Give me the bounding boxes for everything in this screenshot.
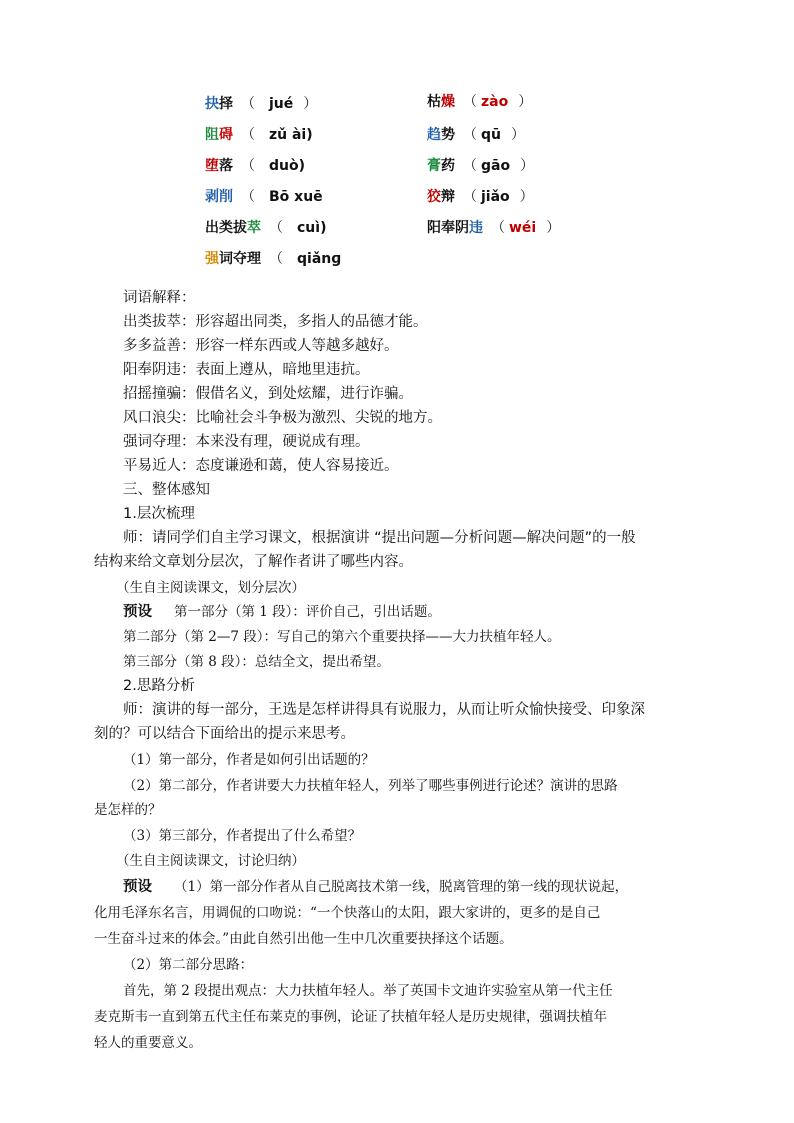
vocab-item-right-2: [427, 124, 525, 146]
pinyin: Bō xuē: [269, 189, 323, 205]
pinyin: qiǎnɡ: [297, 251, 342, 267]
text-line: 师：请同学们自主学习课文，根据演讲 “提出问题—分析问题—解决问题”的一般: [123, 530, 636, 546]
text-line: 化用毛泽东名言，用调侃的口吻说：“一个快落山的太阳，跟大家讲的，更多的是自己: [94, 905, 601, 921]
pinyin: gāo: [481, 158, 511, 174]
open-paren: （: [241, 127, 255, 143]
vocab-word-part: 趋: [427, 127, 441, 143]
text-line: 第二部分（第 2—7 段）：写自己的第六个重要抉择——大力扶植年轻人。: [123, 629, 561, 645]
vocab-word-part: 出类拔: [205, 220, 247, 236]
text-line: 刻的？可以结合下面给出的提示来思考。: [94, 726, 355, 742]
text-line: 一生奋斗过来的体会。”由此自然引出他一生中几次重要抉择这个话题。: [94, 931, 513, 947]
text-line: （2）第二部分思路：: [123, 957, 254, 973]
vocab-word-part: 萃: [247, 220, 261, 236]
pinyin: jué: [269, 96, 294, 112]
vocab-word-part: 落: [219, 158, 233, 174]
vocab-item-right-5: [427, 217, 560, 239]
text-line: （1）第一部分作者从自己脱离技术第一线，脱离管理的第一线的现状说起，: [174, 879, 629, 895]
vocab-word-part: 阳奉阴: [427, 220, 469, 236]
open-paren: （: [463, 158, 477, 174]
vocab-item-left-5: [205, 217, 326, 239]
vocab-word-part: 阻: [205, 127, 219, 143]
vocab-word-part: 词夺理: [219, 251, 261, 267]
vocab-item-left-4: [205, 186, 323, 208]
text-line: 师：演讲的每一部分，王选是怎样讲得具有说服力，从而让听众愉快接受、印象深: [123, 702, 645, 718]
pinyin: zǔ ài): [269, 127, 313, 143]
text-line: 招摇撞骗：假借名义，到处炫耀，进行诈骗。: [123, 386, 413, 402]
text-line: 麦克斯韦一直到第五代主任布莱克的事例，论证了扶植年轻人是历史规律，强调扶植年: [94, 1009, 607, 1025]
vocab-item-left-6: [205, 248, 341, 270]
text-line: （2）第二部分，作者讲要大力扶植年轻人，列举了哪些事例进行论述？演讲的思路: [123, 778, 618, 794]
close-paren: ）: [511, 127, 525, 143]
vocab-word-part: 剥: [205, 189, 219, 205]
close-paren: ）: [303, 96, 318, 112]
vocab-item-left-1: [205, 93, 317, 115]
close-paren: ）: [519, 189, 534, 205]
pinyin: cuì): [297, 220, 327, 236]
close-paren: ）: [518, 94, 533, 110]
vocab-word-part: 堕: [205, 158, 219, 174]
text-line: （1）第一部分，作者是如何引出话题的？: [123, 752, 375, 768]
open-paren: （: [463, 127, 477, 143]
vocab-item-right-3: [427, 155, 534, 177]
pinyin: qū: [481, 127, 501, 143]
text-line: （生自主阅读课文，讨论归纳）: [116, 853, 305, 869]
open-paren: （: [491, 220, 505, 236]
text-line: 阳奉阴违：表面上遵从，暗地里违抗。: [123, 362, 370, 378]
vocab-word-part: 强: [205, 251, 219, 267]
vocab-word-part: 药: [441, 158, 455, 174]
text-line: 词语解释：: [123, 290, 196, 306]
pinyin: wéi: [509, 220, 537, 236]
text-line: 出类拔萃：形容超出同类，多指人的品德才能。: [123, 314, 428, 330]
vocab-word-part: 抉: [205, 96, 219, 112]
text-line: 2.思路分析: [123, 678, 195, 694]
open-paren: （: [463, 189, 477, 205]
vocab-word-part: 枯: [427, 94, 441, 110]
vocab-item-right-1: [427, 91, 532, 113]
text-line: 风口浪尖：比喻社会斗争极为激烈、尖锐的地方。: [123, 410, 442, 426]
open-paren: （: [269, 220, 283, 236]
open-paren: （: [269, 251, 283, 267]
vocab-word-part: 狡: [427, 189, 441, 205]
open-paren: （: [241, 189, 255, 205]
vocab-word-part: 势: [441, 127, 455, 143]
open-paren: （: [241, 96, 255, 112]
text-line: 结构来给文章划分层次，了解作者讲了哪些内容。: [94, 554, 413, 570]
text-line: 平易近人：态度谦逊和蔼，使人容易接近。: [123, 458, 399, 474]
text-line: 第一部分（第 1 段）：评价自己，引出话题。: [174, 604, 441, 620]
text-line: （生自主阅读课文，划分层次）: [116, 580, 305, 596]
vocab-word-part: 削: [219, 189, 233, 205]
vocab-item-right-4: [427, 186, 534, 208]
text-line: 轻人的重要意义。: [94, 1035, 202, 1051]
text-line: 第三部分（第 8 段）：总结全文，提出希望。: [123, 654, 390, 670]
vocab-word-part: 择: [219, 96, 233, 112]
pinyin: zào: [481, 94, 509, 110]
vocab-word-part: 膏: [427, 158, 441, 174]
text-line: 是怎样的？: [94, 802, 162, 818]
vocab-item-left-2: [205, 124, 313, 146]
close-paren: ）: [520, 158, 535, 174]
text-line: 1.层次梳理: [123, 506, 195, 522]
vocab-word-part: 辩: [441, 189, 455, 205]
text-line: 预设: [123, 879, 152, 895]
pinyin: duò): [269, 158, 306, 174]
text-line: 三、整体感知: [123, 482, 210, 498]
pinyin: jiǎo: [481, 189, 510, 205]
close-paren: ）: [546, 220, 561, 236]
vocab-word-part: 碍: [219, 127, 233, 143]
open-paren: （: [241, 158, 255, 174]
vocab-word-part: 违: [469, 220, 483, 236]
open-paren: （: [463, 94, 477, 110]
text-line: 强词夺理：本来没有理，硬说成有理。: [123, 434, 370, 450]
vocab-word-part: 燥: [441, 94, 455, 110]
text-line: 预设: [123, 604, 152, 620]
text-line: 多多益善：形容一样东西或人等越多越好。: [123, 338, 399, 354]
vocab-item-left-3: [205, 155, 305, 177]
text-line: （3）第三部分，作者提出了什么希望？: [123, 828, 362, 844]
text-line: 首先，第 2 段提出观点：大力扶植年轻人。举了英国卡文迪许实验室从第一代主任: [123, 983, 613, 999]
